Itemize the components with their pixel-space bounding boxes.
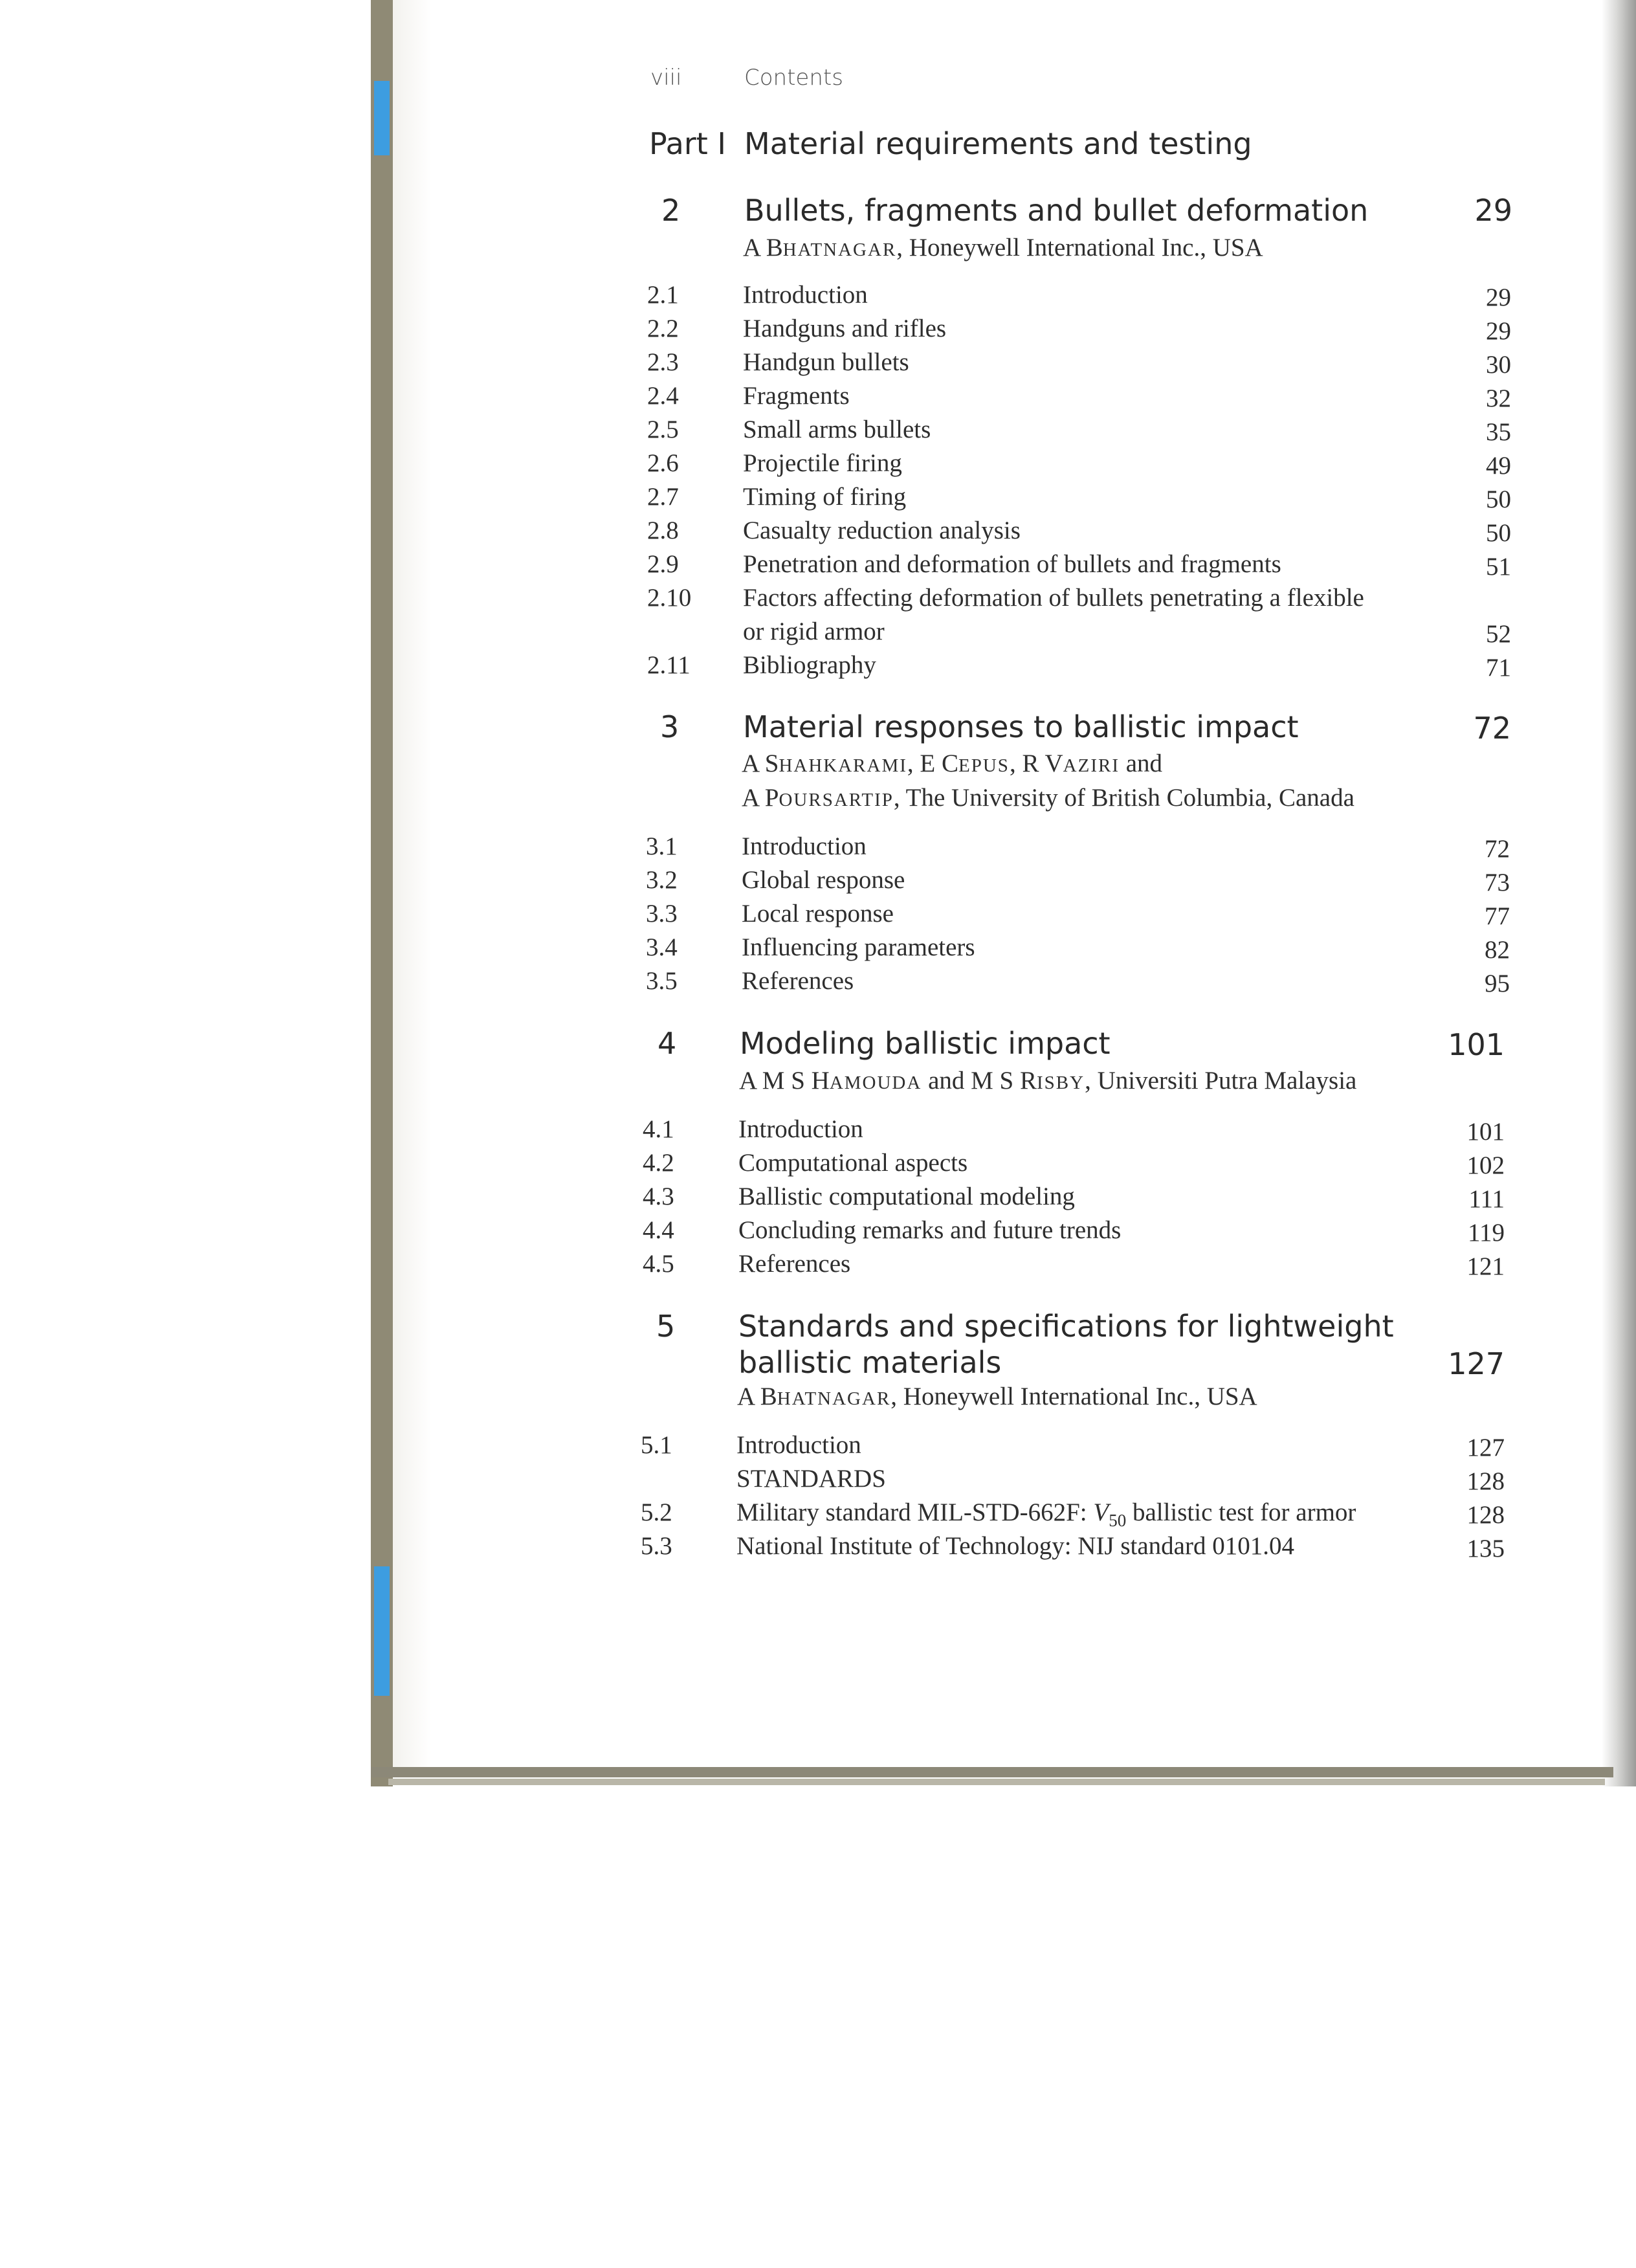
- section-title[interactable]: Casualty reduction analysis: [743, 517, 1021, 544]
- section-number: 2.3: [647, 348, 679, 376]
- section-title[interactable]: Global response: [742, 866, 905, 894]
- chapter-title-continued[interactable]: ballistic materials: [738, 1345, 1002, 1380]
- section-number: 3.3: [646, 900, 678, 928]
- section-number: 2.4: [647, 382, 679, 410]
- section-number: 4.3: [643, 1183, 674, 1210]
- chapter-page: 72: [1473, 711, 1511, 746]
- section-title[interactable]: Timing of firing: [743, 483, 907, 511]
- section-page: 135: [1466, 1535, 1505, 1562]
- section-number: 2.9: [647, 550, 679, 578]
- section-title[interactable]: Factors affecting deformation of bullets penetrating a flexible: [743, 584, 1364, 612]
- section-page: 73: [1485, 869, 1510, 896]
- section-number: 3.1: [646, 832, 678, 860]
- section-title[interactable]: Small arms bullets: [743, 416, 931, 443]
- book-spine: [371, 0, 393, 1786]
- running-head-title: Contents: [744, 65, 843, 91]
- section-title[interactable]: Concluding remarks and future trends: [738, 1216, 1122, 1244]
- running-head-page: viii: [650, 65, 682, 91]
- section-number: 2.11: [647, 651, 691, 679]
- section-page: 52: [1486, 620, 1511, 648]
- chapter-number: 2: [661, 193, 681, 228]
- section-number: 2.5: [647, 416, 679, 443]
- section-page: 127: [1466, 1434, 1505, 1462]
- section-page: 128: [1466, 1467, 1505, 1495]
- section-number: 4.5: [643, 1250, 674, 1278]
- chapter-page: 101: [1448, 1027, 1505, 1062]
- section-page: 77: [1485, 902, 1510, 930]
- section-page: 30: [1486, 351, 1511, 379]
- section-page: 82: [1485, 936, 1510, 964]
- section-title[interactable]: STANDARDS: [736, 1465, 886, 1493]
- chapter-title[interactable]: Standards and specifications for lightweight: [738, 1309, 1394, 1344]
- section-page: 119: [1467, 1219, 1505, 1247]
- section-number: 4.4: [643, 1216, 674, 1244]
- section-title[interactable]: Penetration and deformation of bullets and fragments: [743, 550, 1281, 578]
- section-page: 71: [1486, 654, 1511, 682]
- chapter-page: 127: [1448, 1346, 1505, 1381]
- section-title[interactable]: Handguns and rifles: [743, 315, 947, 342]
- section-number: 4.2: [643, 1149, 674, 1177]
- section-page: 101: [1466, 1118, 1505, 1146]
- section-number: 2.8: [647, 517, 679, 544]
- section-title-continued[interactable]: or rigid armor: [743, 617, 885, 645]
- section-page: 29: [1486, 284, 1511, 311]
- section-page: 35: [1486, 418, 1511, 446]
- section-page: 50: [1486, 485, 1511, 513]
- spine-stripe-top: [374, 81, 390, 155]
- section-title[interactable]: Projectile firing: [743, 449, 902, 477]
- chapter-number: 4: [658, 1026, 677, 1061]
- section-number: 4.1: [643, 1115, 674, 1143]
- section-number: 3.5: [646, 967, 678, 995]
- section-number: 5.3: [641, 1532, 672, 1560]
- chapter-authors-line2: A POURSARTIP, The University of British Columbia, Canada: [742, 784, 1354, 812]
- section-number: 3.4: [646, 933, 678, 961]
- chapter-authors: A M S HAMOUDA and M S RISBY, Universiti Putra Malaysia: [739, 1067, 1357, 1095]
- section-page: 72: [1485, 835, 1510, 863]
- section-title[interactable]: Military standard MIL-STD-662F: $V_{50}$ ballistic test for armor: [736, 1498, 1356, 1530]
- part-title: Material requirements and testing: [744, 126, 1252, 161]
- section-number: 2.1: [647, 281, 679, 309]
- part-label: Part I: [649, 126, 726, 161]
- section-page: 102: [1466, 1151, 1505, 1179]
- section-page: 95: [1485, 970, 1510, 997]
- section-number: 5.2: [641, 1498, 672, 1526]
- chapter-authors: A BHATNAGAR, Honeywell International Inc., USA: [743, 234, 1263, 261]
- section-number: 3.2: [646, 866, 678, 894]
- section-page: 51: [1486, 553, 1511, 581]
- section-page: 111: [1468, 1185, 1505, 1213]
- chapter-title[interactable]: Material responses to ballistic impact: [743, 709, 1299, 744]
- section-title[interactable]: Introduction: [742, 832, 867, 860]
- section-title[interactable]: Introduction: [738, 1115, 863, 1143]
- section-title[interactable]: References: [742, 967, 854, 995]
- section-title[interactable]: Influencing parameters: [742, 933, 975, 961]
- section-page: 32: [1486, 384, 1511, 412]
- section-number: 2.2: [647, 315, 679, 342]
- section-page: 50: [1486, 519, 1511, 547]
- section-page: 49: [1486, 452, 1511, 480]
- page-bottom-edge: [371, 1767, 1613, 1777]
- chapter-title[interactable]: Bullets, fragments and bullet deformation: [744, 193, 1369, 228]
- section-title[interactable]: Introduction: [743, 281, 868, 309]
- chapter-title[interactable]: Modeling ballistic impact: [740, 1026, 1111, 1061]
- chapter-number: 3: [660, 709, 680, 744]
- chapter-authors: A BHATNAGAR, Honeywell International Inc., USA: [737, 1383, 1257, 1410]
- section-title[interactable]: Introduction: [736, 1431, 861, 1459]
- page-right-edge: [1602, 0, 1636, 1786]
- section-number: 5.1: [641, 1431, 672, 1459]
- section-number: 2.7: [647, 483, 679, 511]
- spine-stripe-bottom: [374, 1566, 390, 1696]
- section-number: 2.10: [647, 584, 692, 612]
- chapter-page: 29: [1474, 193, 1512, 228]
- section-title[interactable]: Fragments: [743, 382, 850, 410]
- section-title[interactable]: Bibliography: [743, 651, 876, 679]
- section-title[interactable]: Computational aspects: [738, 1149, 968, 1177]
- section-title[interactable]: Ballistic computational modeling: [738, 1183, 1075, 1210]
- section-title[interactable]: References: [738, 1250, 851, 1278]
- cover-bottom-edge: [388, 1779, 1605, 1785]
- section-number: 2.6: [647, 449, 679, 477]
- section-page: 29: [1486, 317, 1511, 345]
- section-title[interactable]: National Institute of Technology: NIJ standard 0101.04: [736, 1532, 1294, 1560]
- chapter-number: 5: [656, 1309, 676, 1344]
- section-title[interactable]: Handgun bullets: [743, 348, 909, 376]
- chapter-authors-line1: A SHAHKARAMI, E CEPUS, R VAZIRI and: [742, 750, 1163, 777]
- section-title[interactable]: Local response: [742, 900, 894, 928]
- section-page: 128: [1466, 1501, 1505, 1529]
- section-page: 121: [1466, 1252, 1505, 1280]
